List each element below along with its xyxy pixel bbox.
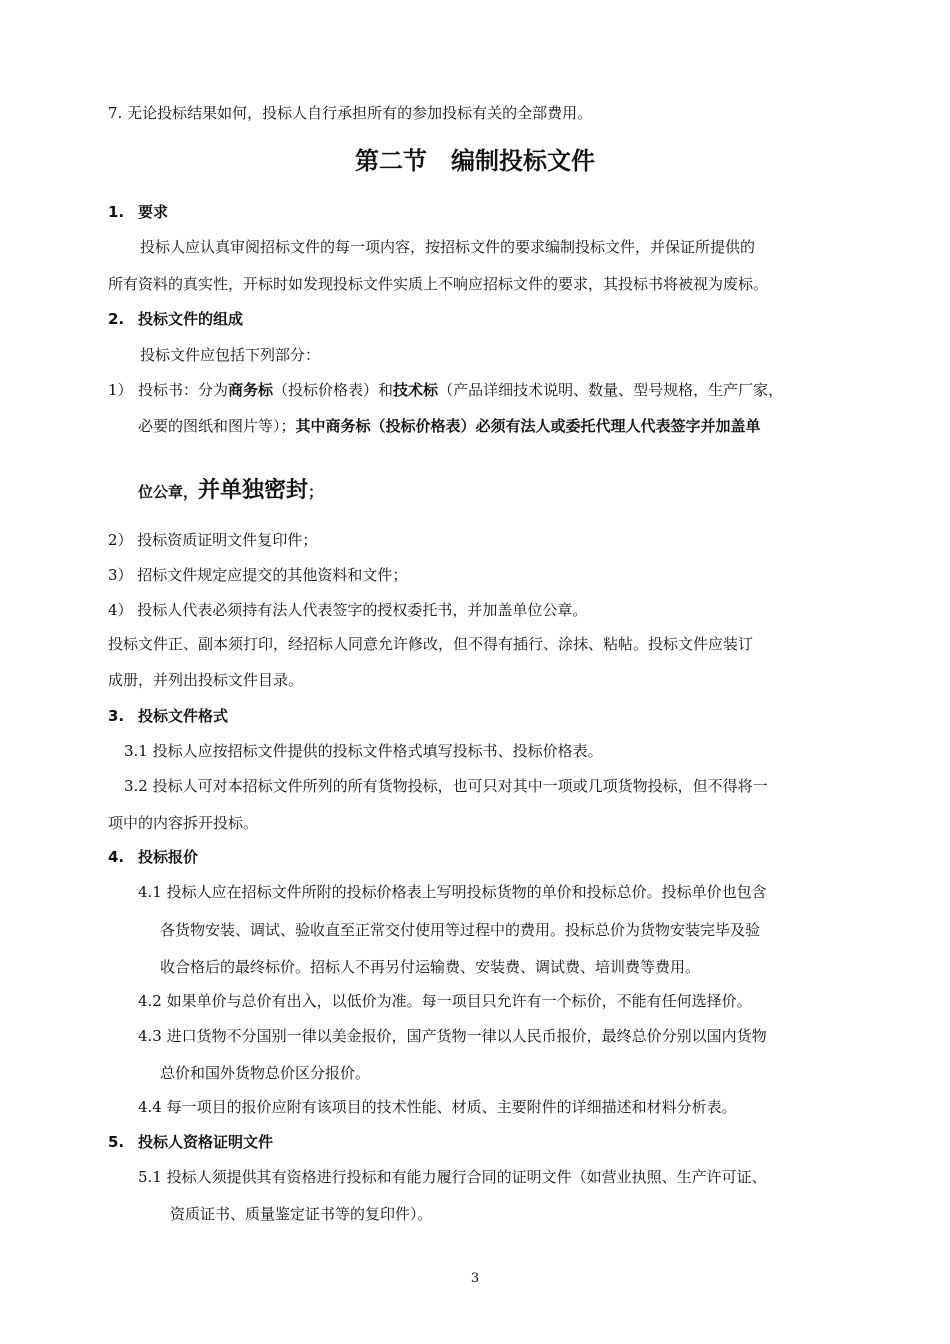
section-2-paragraph-line-1: 投标文件正、副本须打印，经招标人同意允许修改，但不得有插行、涂抹、粘帖。投标文件应装订 bbox=[108, 635, 754, 653]
item-1-technical-bid: 技术标 bbox=[393, 381, 439, 399]
section-4-item-3-line-2: 总价和国外货物总价区分报价。 bbox=[160, 1064, 371, 1082]
item-1-text-c: （投标价格表）和 bbox=[273, 381, 394, 399]
section-1-heading bbox=[108, 202, 168, 222]
section-1-number: 1. bbox=[108, 203, 125, 221]
section-2-item-1-line-1 bbox=[108, 380, 783, 400]
section-5-heading bbox=[108, 1132, 273, 1152]
section-2-title: 投标文件的组成 bbox=[138, 310, 244, 328]
section-2-paragraph-line-2: 成册，并列出投标文件目录。 bbox=[108, 671, 304, 689]
item-1-prefix: 1） bbox=[108, 381, 133, 399]
page-number: 3 bbox=[470, 1271, 480, 1286]
section-5-number: 5. bbox=[108, 1133, 125, 1151]
section-4-title: 投标报价 bbox=[138, 848, 199, 866]
section-4-item-2: 4.2 如果单价与总价有出入，以低价为准。每一项目只允许有一个标价，不能有任何选择价。 bbox=[138, 992, 752, 1010]
section-2-item-3: 3） 招标文件规定应提交的其他资料和文件； bbox=[108, 566, 408, 584]
section-2-item-2: 2） 投标资质证明文件复印件； bbox=[108, 531, 318, 549]
section-2-heading bbox=[108, 309, 243, 329]
item-1-business-bid: 商务标 bbox=[228, 381, 274, 399]
section-2-item-4: 4） 投标人代表必须持有法人代表签字的授权委托书，并加盖单位公章。 bbox=[108, 601, 588, 619]
section-1-paragraph-line-1: 投标人应认真审阅招标文件的每一项内容，按招标文件的要求编制投标文件，并保证所提供的 bbox=[140, 238, 756, 256]
section-4-item-4: 4.4 每一项目的报价应附有该项目的技术性能、材质、主要附件的详细描述和材料分析表。 bbox=[138, 1098, 737, 1116]
section-3-number: 3. bbox=[108, 707, 125, 725]
section-2-item-1-line-3 bbox=[138, 478, 323, 505]
section-1-title: 要求 bbox=[138, 203, 169, 221]
section-2-number: 2. bbox=[108, 310, 125, 328]
item-1-line3-a: 位公章， bbox=[138, 483, 199, 501]
section-5-title: 投标人资格证明文件 bbox=[138, 1133, 274, 1151]
section-3-title: 投标文件格式 bbox=[138, 707, 229, 725]
item-1-line2-b: 其中商务标（投标价格表）必须有法人或委托代理人代表签字并加盖单 bbox=[295, 417, 761, 435]
section-3-item-1: 3.1 投标人应按招标文件提供的投标文件格式填写投标书、投标价格表。 bbox=[124, 742, 603, 760]
item-1-text-e: （产品详细技术说明、数量、型号规格，生产厂家， bbox=[438, 381, 784, 399]
section-4-item-1-line-2: 各货物安装、调试、验收直至正常交付使用等过程中的费用。投标总价为货物安装完毕及验 bbox=[160, 921, 761, 939]
section-5-item-1-line-2: 资质证书、质量鉴定证书等的复印件）。 bbox=[170, 1205, 433, 1223]
item-7-text: 7. 无论投标结果如何，投标人自行承担所有的参加投标有关的全部费用。 bbox=[108, 104, 593, 122]
item-1-text-a: 投标书：分为 bbox=[138, 381, 229, 399]
section-2-intro: 投标文件应包括下列部分： bbox=[140, 346, 321, 364]
section-title: 第二节 编制投标文件 bbox=[355, 147, 595, 175]
section-3-item-2-line-2: 项中的内容拆开投标。 bbox=[108, 814, 259, 832]
item-1-line2-a: 必要的图纸和图片等）； bbox=[138, 417, 296, 435]
section-2-item-1-line-2 bbox=[138, 416, 761, 436]
section-5-item-1-line-1: 5.1 投标人须提供其有资格进行投标和有能力履行合同的证明文件（如营业执照、生产许可证、 bbox=[138, 1168, 767, 1186]
section-4-heading bbox=[108, 847, 198, 867]
section-1-paragraph-line-2: 所有资料的真实性，开标时如发现投标文件实质上不响应招标文件的要求，其投标书将被视为废标。 bbox=[108, 275, 769, 293]
item-1-seal-separately: 并单独密封 bbox=[198, 478, 309, 503]
section-4-item-3-line-1: 4.3 进口货物不分国别一律以美金报价，国产货物一律以人民币报价，最终总价分别以国内货物 bbox=[138, 1027, 767, 1045]
section-3-heading bbox=[108, 706, 228, 726]
section-4-item-1-line-1: 4.1 投标人应在招标文件所附的投标价格表上写明投标货物的单价和投标总价。投标单价也包含 bbox=[138, 883, 767, 901]
section-4-number: 4. bbox=[108, 848, 125, 866]
item-1-line3-c: ； bbox=[308, 483, 324, 501]
section-4-item-1-line-3: 收合格后的最终标价。招标人不再另付运输费、安装费、调试费、培训费等费用。 bbox=[160, 958, 701, 976]
section-3-item-2-line-1: 3.2 投标人可对本招标文件所列的所有货物投标，也可只对其中一项或几项货物投标，但不得将一 bbox=[124, 777, 768, 795]
